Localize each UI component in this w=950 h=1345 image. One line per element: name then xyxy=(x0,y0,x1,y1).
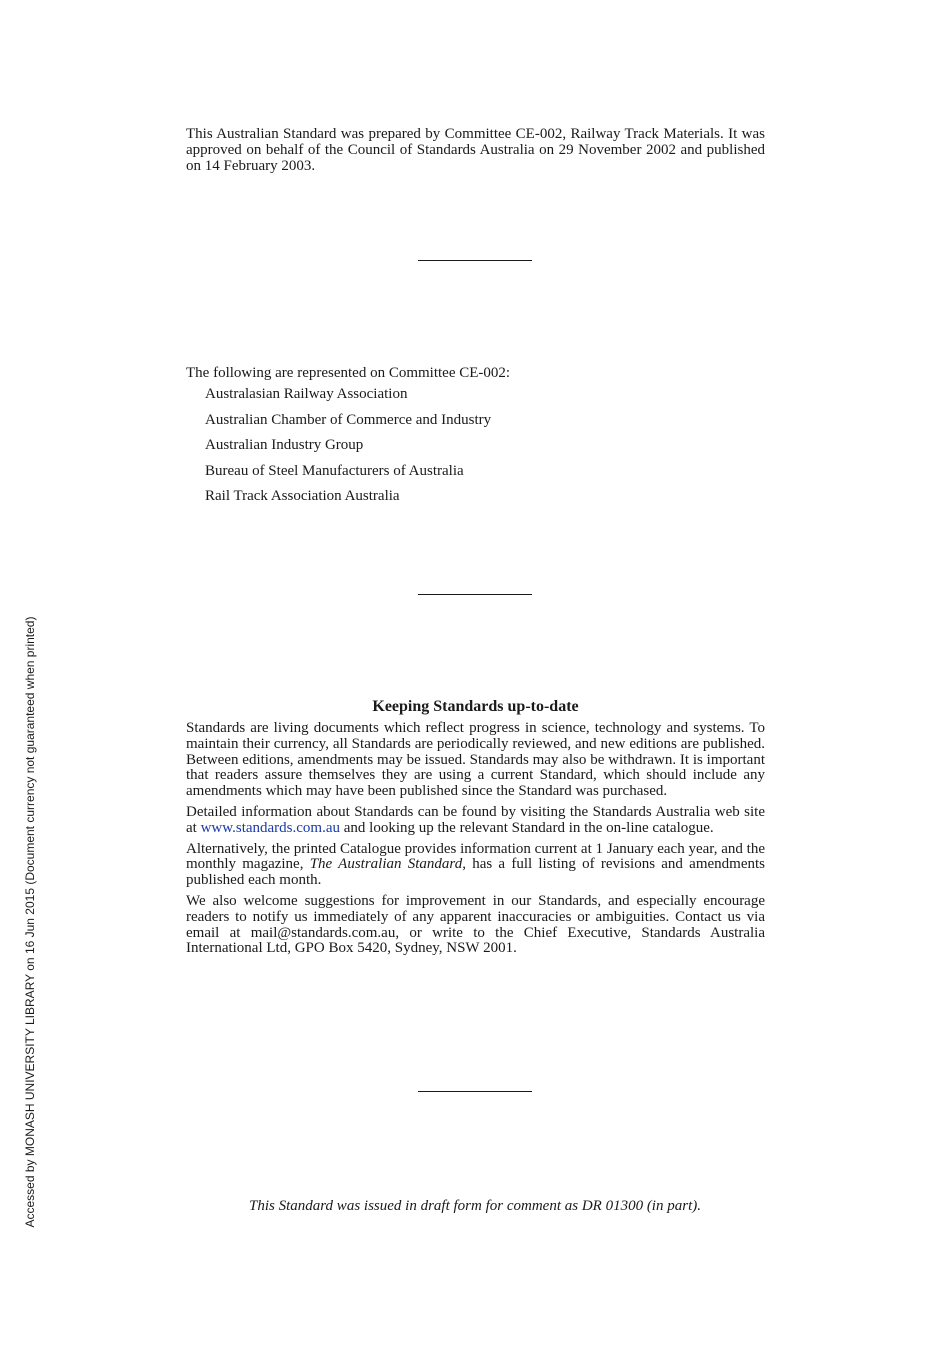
committee-member: Rail Track Association Australia xyxy=(205,488,400,505)
paragraph-living-documents: Standards are living documents which reflect progress in science, technology and systems. To maintain their currency, all Standards are periodically reviewed, and new editions are published. Between editions, amendments may be issued. Standards may also be withdrawn. It is important that readers assure themselves they are using a current Standard, which should include any amendments which may have been published since the Standard was purchased. xyxy=(186,720,765,800)
text-segment: , has a full listing of revisions and amendments published each month. xyxy=(186,856,765,889)
website-link[interactable]: www.standards.com.au xyxy=(200,819,340,836)
magazine-title: The Australian Standard xyxy=(309,856,463,873)
paragraph-feedback: We also welcome suggestions for improvement in our Standards, and especially encourage readers to notify us immediately of any apparent inaccuracies or ambiguities. Contact us via email at mail@standards.com.au, or write to the Chief Executive, Standards Australia International Ltd, GPO Box 5420, Sydney, NSW 2001. xyxy=(186,892,765,957)
committee-member: Australian Chamber of Commerce and Industry xyxy=(205,411,492,428)
section-heading: Keeping Standards up-to-date xyxy=(372,698,579,715)
access-watermark: Accessed by MONASH UNIVERSITY LIBRARY on 16 Jun 2015 (Document currency not guaranteed when printed) xyxy=(23,616,37,1228)
section-divider xyxy=(418,260,532,261)
committee-member-list xyxy=(186,382,765,510)
committee-section xyxy=(186,364,765,510)
text-segment: Alternatively, the printed Catalogue provides information current at 1 January each year, and the monthly magazine, xyxy=(186,840,765,873)
committee-member: Australian Industry Group xyxy=(205,437,364,454)
draft-note: This Standard was issued in draft form for comment as DR 01300 (in part). xyxy=(249,1198,701,1214)
paragraph-catalogue xyxy=(186,842,765,889)
section-divider xyxy=(418,1091,532,1092)
keeping-standards-section xyxy=(186,698,765,962)
text-segment: Detailed information about Standards can be found by visiting the Standards Australia web site at xyxy=(186,803,765,836)
committee-member: Bureau of Steel Manufacturers of Australia xyxy=(205,462,464,479)
paragraph-web-info xyxy=(186,805,765,837)
committee-intro: The following are represented on Committee CE-002: xyxy=(186,365,511,381)
approval-statement xyxy=(186,127,765,179)
text-segment: and looking up the relevant Standard in the on-line catalogue. xyxy=(340,819,714,836)
committee-member: Australasian Railway Association xyxy=(205,386,408,402)
approval-text: This Australian Standard was prepared by Committee CE-002, Railway Track Materials. It was approved on behalf of the Council of Standards Australia on 29 November 2002 and published on 14 February 2003. xyxy=(186,126,765,174)
section-divider xyxy=(418,594,532,595)
